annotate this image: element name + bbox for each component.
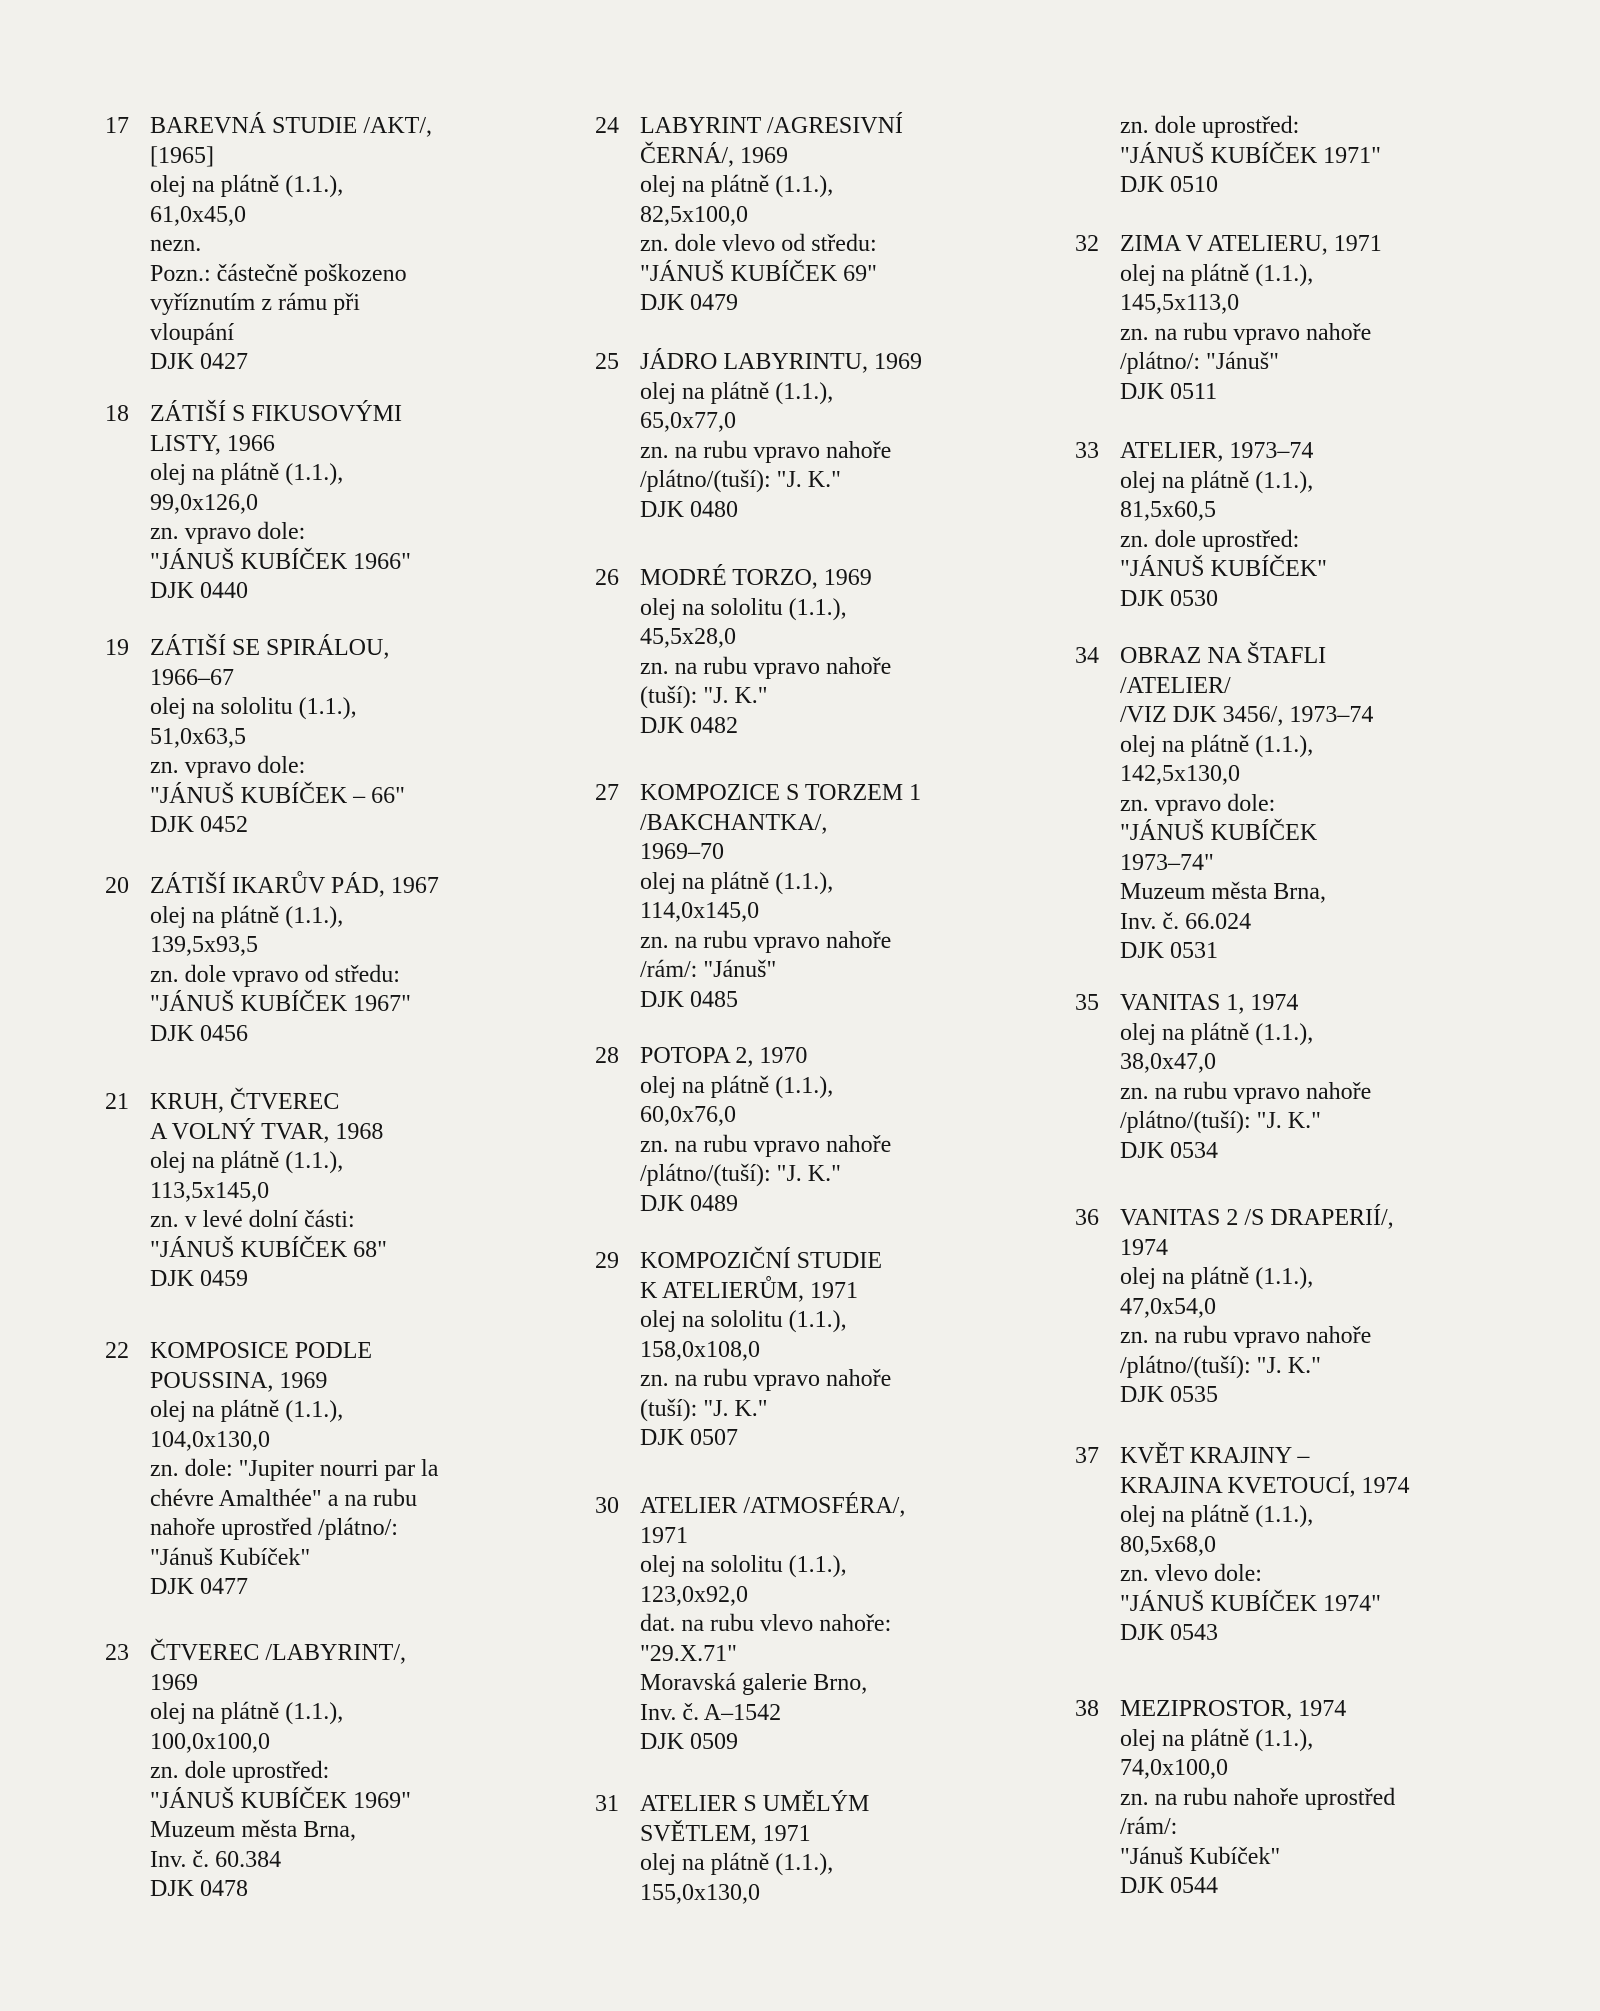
entry-body: [150, 112, 525, 378]
entry-signature: "JÁNUŠ KUBÍČEK 1967": [150, 991, 411, 1017]
entry-signature: (tuší): "J. K.": [640, 1395, 768, 1422]
entry-title: ZÁTIŠÍ IKARŮV PÁD, 1967: [150, 873, 439, 899]
entry-number: 35: [1075, 990, 1099, 1016]
catalogue-entry: [595, 1247, 1025, 1454]
entry-body: [640, 1790, 1025, 1908]
entry-title: OBRAZ NA ŠTAFLI: [1120, 643, 1327, 669]
entry-number: 31: [595, 1791, 619, 1817]
entry-number: 20: [105, 873, 129, 899]
entry-catalogue-id: DJK 0511: [1120, 378, 1218, 405]
entry-line: zn. dole vlevo od středu:: [640, 231, 877, 257]
entry-signature: "JÁNUŠ KUBÍČEK": [1120, 556, 1327, 582]
entry-title: MODRÉ TORZO, 1969: [640, 565, 872, 591]
entry-medium: olej na plátně (1.1.),: [1120, 467, 1314, 494]
entry-dimensions: 104,0x130,0: [150, 1426, 270, 1453]
entry-medium: olej na plátně (1.1.),: [150, 1397, 344, 1423]
entry-medium: olej na plátně (1.1.),: [150, 1699, 344, 1725]
entry-medium: olej na plátně (1.1.),: [150, 172, 344, 198]
entry-line: zn. vpravo dole:: [150, 753, 306, 779]
entry-line: 1969: [150, 1669, 198, 1696]
entry-signature: "JÁNUŠ KUBÍČEK 1974": [1120, 1590, 1381, 1617]
entry-signature: /plátno/(tuší): "J. K.": [640, 467, 841, 493]
entry-body: [640, 779, 1025, 1015]
entry-catalogue-id: DJK 0459: [150, 1266, 249, 1292]
catalogue-entry: [595, 564, 1025, 741]
entry-catalogue-id: DJK 0477: [150, 1574, 249, 1600]
entry-catalogue-id: DJK 0534: [1120, 1137, 1219, 1164]
entry-dimensions: 60,0x76,0: [640, 1102, 736, 1128]
entry-inventory: Inv. č. 66.024: [1120, 908, 1252, 935]
catalogue-entry: [1075, 1695, 1485, 1902]
entry-medium: olej na plátně (1.1.),: [1120, 1725, 1314, 1752]
entry-line: A VOLNÝ TVAR, 1968: [150, 1118, 384, 1145]
entry-title: BAREVNÁ STUDIE /AKT/,: [150, 113, 432, 139]
entry-medium: olej na plátně (1.1.),: [640, 868, 834, 895]
entry-number: 27: [595, 780, 619, 806]
catalogue-entry: [105, 872, 525, 1049]
entry-dimensions: 51,0x63,5: [150, 723, 246, 750]
entry-catalogue-id: DJK 0440: [150, 578, 249, 604]
entry-line: 1966–67: [150, 664, 234, 691]
entry-medium: olej na plátně (1.1.),: [640, 1072, 834, 1099]
entry-number: 25: [595, 349, 619, 375]
catalogue-entry: [1075, 1204, 1485, 1411]
entry-signature: /plátno/: "Jánuš": [1120, 349, 1279, 375]
entry-title: KRUH, ČTVEREC: [150, 1089, 340, 1115]
catalogue-entry: [595, 779, 1025, 1015]
entry-dimensions: 80,5x68,0: [1120, 1531, 1216, 1558]
entry-dimensions: 99,0x126,0: [150, 489, 258, 516]
entry-dimensions: 142,5x130,0: [1120, 761, 1240, 787]
entry-dimensions: 82,5x100,0: [640, 201, 748, 228]
entry-catalogue-id: DJK 0478: [150, 1876, 249, 1902]
entry-line: /rám/:: [1120, 1814, 1178, 1840]
entry-body: [1120, 1204, 1485, 1411]
entry-number: 26: [595, 565, 619, 591]
entry-line: KRAJINA KVETOUCÍ, 1974: [1120, 1472, 1410, 1499]
entry-medium: olej na plátně (1.1.),: [1120, 1264, 1314, 1290]
entry-number: 37: [1075, 1443, 1099, 1469]
entry-medium: olej na sololitu (1.1.),: [640, 1307, 847, 1333]
entry-number: 38: [1075, 1696, 1099, 1722]
entry-body: [150, 634, 525, 841]
entry-line: zn. na rubu vpravo nahoře: [640, 927, 892, 954]
entry-dimensions: 45,5x28,0: [640, 624, 736, 650]
entry-line: zn. na rubu vpravo nahoře: [640, 1366, 892, 1392]
entry-line: zn. vpravo dole:: [150, 519, 306, 545]
entry-medium: olej na plátně (1.1.),: [1120, 1502, 1314, 1528]
entry-body: [1120, 1442, 1485, 1649]
entry-line: /BAKCHANTKA/,: [640, 809, 828, 836]
entry-line: K ATELIERŮM, 1971: [640, 1277, 858, 1304]
entry-line: zn. na rubu vpravo nahoře: [640, 437, 892, 464]
entry-body: [640, 564, 1025, 741]
entry-line: zn. v levé dolní části:: [150, 1207, 355, 1233]
catalogue-entry: [595, 1042, 1025, 1219]
entry-number: 29: [595, 1248, 619, 1274]
entry-collection: Muzeum města Brna,: [150, 1817, 356, 1843]
entry-line: zn. dole uprostřed:: [150, 1758, 330, 1784]
entry-body: [1120, 112, 1485, 201]
entry-title: POTOPA 2, 1970: [640, 1043, 808, 1069]
catalogue-entry: [595, 1790, 1025, 1908]
entry-line: chévre Amalthée" a na rubu: [150, 1485, 418, 1512]
entry-medium: olej na sololitu (1.1.),: [640, 594, 847, 621]
entry-body: [1120, 1695, 1485, 1902]
entry-signature: /plátno/(tuší): "J. K.": [1120, 1108, 1321, 1134]
catalogue-entry: [105, 112, 525, 378]
entry-line: zn. dole uprostřed:: [1120, 113, 1300, 139]
entry-catalogue-id: DJK 0427: [150, 349, 249, 375]
entry-inventory: Inv. č. 60.384: [150, 1846, 282, 1873]
entry-line: zn. na rubu nahoře uprostřed: [1120, 1784, 1396, 1811]
entry-line: zn. dole: "Jupiter nourri par la: [150, 1456, 439, 1482]
entry-signature: "JÁNUŠ KUBÍČEK 1969": [150, 1787, 411, 1814]
entry-catalogue-id: DJK 0479: [640, 290, 739, 316]
entry-medium: olej na plátně (1.1.),: [1120, 260, 1314, 287]
entry-body: [1120, 230, 1485, 407]
entry-line: zn. na rubu vpravo nahoře: [1120, 1078, 1372, 1105]
entry-medium: olej na plátně (1.1.),: [150, 1148, 344, 1174]
catalogue-entry: [595, 348, 1025, 525]
entry-catalogue-id: DJK 0535: [1120, 1382, 1219, 1408]
entry-signature: /plátno/(tuší): "J. K.": [1120, 1352, 1321, 1379]
entry-dimensions: 113,5x145,0: [150, 1177, 270, 1204]
entry-title: ZIMA V ATELIERU, 1971: [1120, 231, 1382, 257]
catalogue-entry: [1075, 989, 1485, 1166]
entry-catalogue-id: DJK 0489: [640, 1190, 739, 1217]
entry-number: 33: [1075, 438, 1099, 464]
entry-number-spacer: [1075, 112, 1120, 201]
entry-body: [640, 1492, 1025, 1758]
entry-title: KOMPOZIČNÍ STUDIE: [640, 1248, 882, 1274]
catalogue-entry: [1075, 1442, 1485, 1649]
entry-line: dat. na rubu vlevo nahoře:: [640, 1611, 892, 1637]
entry-number: 18: [105, 401, 129, 427]
entry-signature: "JÁNUŠ KUBÍČEK 68": [150, 1236, 387, 1263]
entry-line: zn. dole vpravo od středu:: [150, 961, 400, 988]
entry-signature: /plátno/(tuší): "J. K.": [640, 1161, 841, 1187]
catalogue-entry: [105, 634, 525, 841]
entry-title: LABYRINT /AGRESIVNÍ: [640, 113, 903, 139]
catalogue-entry: [105, 1088, 525, 1295]
entry-title: VANITAS 2 /S DRAPERIÍ/,: [1120, 1205, 1394, 1231]
entry-title: ATELIER, 1973–74: [1120, 438, 1314, 464]
entry-catalogue-id: DJK 0507: [640, 1425, 739, 1451]
entry-medium: olej na plátně (1.1.),: [640, 172, 834, 198]
entry-line: 1969–70: [640, 839, 724, 865]
entry-body: [150, 872, 525, 1049]
entry-catalogue-id: DJK 0456: [150, 1020, 249, 1047]
entry-medium: olej na plátně (1.1.),: [640, 1850, 834, 1876]
entry-body: [1120, 642, 1485, 967]
entry-signature: "Jánuš Kubíček": [1120, 1843, 1281, 1870]
entry-line: 1971: [640, 1522, 688, 1549]
entry-medium: olej na sololitu (1.1.),: [640, 1552, 847, 1578]
entry-title: MEZIPROSTOR, 1974: [1120, 1696, 1347, 1722]
entry-dimensions: 114,0x145,0: [640, 898, 760, 924]
entry-line: /ATELIER/: [1120, 672, 1231, 699]
catalogue-entry: [105, 400, 525, 607]
entry-line: Pozn.: částečně poškozeno: [150, 260, 407, 287]
entry-body: [1120, 437, 1485, 614]
entry-dimensions: 139,5x93,5: [150, 932, 258, 958]
entry-title: ZÁTIŠÍ SE SPIRÁLOU,: [150, 635, 390, 661]
entry-catalogue-id: DJK 0452: [150, 812, 249, 838]
entry-line: nahoře uprostřed /plátno/:: [150, 1515, 398, 1541]
entry-number: 22: [105, 1338, 129, 1364]
entry-catalogue-id: DJK 0531: [1120, 938, 1219, 964]
entry-body: [150, 1639, 525, 1905]
entry-number: 19: [105, 635, 129, 661]
entry-medium: olej na plátně (1.1.),: [150, 902, 344, 929]
entry-dimensions: 74,0x100,0: [1120, 1755, 1228, 1781]
entry-catalogue-id: DJK 0509: [640, 1729, 739, 1755]
entry-number: 21: [105, 1089, 129, 1115]
catalogue-entry: [105, 1639, 525, 1905]
catalogue-entry: [1075, 230, 1485, 407]
entry-line: 1974: [1120, 1234, 1168, 1261]
entry-number: 36: [1075, 1205, 1099, 1231]
entry-line: POUSSINA, 1969: [150, 1367, 328, 1394]
entry-signature: "JÁNUŠ KUBÍČEK 69": [640, 260, 877, 287]
entry-signature: (tuší): "J. K.": [640, 683, 768, 709]
entry-dimensions: 38,0x47,0: [1120, 1049, 1216, 1075]
entry-catalogue-id: DJK 0544: [1120, 1873, 1219, 1899]
entry-number: 32: [1075, 231, 1099, 257]
entry-dimensions: 47,0x54,0: [1120, 1293, 1216, 1320]
entry-number: 17: [105, 113, 129, 139]
entry-number: 30: [595, 1493, 619, 1519]
entry-line: vloupání: [150, 319, 234, 346]
entry-medium: olej na plátně (1.1.),: [150, 460, 344, 486]
entry-dimensions: 145,5x113,0: [1120, 290, 1240, 316]
entry-line: [1965]: [150, 142, 214, 169]
entry-title: ATELIER S UMĚLÝM: [640, 1791, 870, 1817]
entry-dimensions: 61,0x45,0: [150, 201, 246, 228]
entry-line: zn. vpravo dole:: [1120, 790, 1276, 817]
entry-signature: "JÁNUŠ KUBÍČEK 1966": [150, 548, 411, 575]
entry-signature: "JÁNUŠ KUBÍČEK – 66": [150, 782, 405, 809]
entry-dimensions: 155,0x130,0: [640, 1879, 760, 1906]
entry-line: zn. na rubu vpravo nahoře: [640, 653, 892, 680]
entry-title: ČTVEREC /LABYRINT/,: [150, 1640, 406, 1666]
entry-title: KOMPOSICE PODLE: [150, 1338, 373, 1364]
entry-body: [640, 1042, 1025, 1219]
entry-line: LISTY, 1966: [150, 430, 275, 457]
entry-catalogue-id: DJK 0543: [1120, 1620, 1219, 1646]
entry-dimensions: 100,0x100,0: [150, 1728, 270, 1755]
entry-number: 23: [105, 1640, 129, 1666]
entry-line: nezn.: [150, 231, 202, 257]
catalogue-entry: [1075, 642, 1485, 967]
entry-number: 34: [1075, 643, 1099, 669]
entry-catalogue-id: DJK 0482: [640, 712, 739, 739]
entry-line: vyříznutím z rámu při: [150, 290, 360, 316]
entry-number: 28: [595, 1043, 619, 1069]
entry-title: ATELIER /ATMOSFÉRA/,: [640, 1493, 906, 1519]
entry-body: [640, 348, 1025, 525]
entry-dimensions: 123,0x92,0: [640, 1581, 748, 1608]
entry-line: ČERNÁ/, 1969: [640, 142, 789, 169]
catalogue-entry: [1075, 437, 1485, 614]
entry-line: SVĚTLEM, 1971: [640, 1820, 811, 1847]
entry-line: zn. vlevo dole:: [1120, 1561, 1262, 1587]
entry-catalogue-id: DJK 0485: [640, 986, 739, 1013]
entry-date: "29.X.71": [640, 1640, 737, 1667]
entry-body: [640, 112, 1025, 319]
entry-title: KVĚT KRAJINY –: [1120, 1443, 1310, 1469]
entry-line: /VIZ DJK 3456/, 1973–74: [1120, 702, 1374, 728]
entry-collection: Muzeum města Brna,: [1120, 879, 1326, 905]
catalogue-entry: [105, 1337, 525, 1603]
entry-body: [150, 1337, 525, 1603]
entry-signature: /rám/: "Jánuš": [640, 957, 777, 983]
entry-medium: olej na sololitu (1.1.),: [150, 694, 357, 720]
entry-title: ZÁTIŠÍ S FIKUSOVÝMI: [150, 401, 403, 427]
entry-line: zn. dole uprostřed:: [1120, 526, 1300, 553]
catalogue-entry: [595, 1492, 1025, 1758]
entry-medium: olej na plátně (1.1.),: [1120, 731, 1314, 758]
entry-signature: "JÁNUŠ KUBÍČEK 1971": [1120, 142, 1381, 169]
entry-signature: 1973–74": [1120, 849, 1214, 876]
entry-line: zn. na rubu vpravo nahoře: [1120, 319, 1372, 346]
entry-dimensions: 158,0x108,0: [640, 1336, 760, 1363]
entry-body: [150, 400, 525, 607]
catalogue-entry-continuation: [1075, 112, 1485, 201]
catalogue-entry: [595, 112, 1025, 319]
entry-body: [1120, 989, 1485, 1166]
entry-title: KOMPOZICE S TORZEM 1: [640, 780, 922, 806]
entry-medium: olej na plátně (1.1.),: [640, 378, 834, 405]
entry-dimensions: 81,5x60,5: [1120, 497, 1216, 523]
entry-line: zn. na rubu vpravo nahoře: [640, 1131, 892, 1158]
entry-dimensions: 65,0x77,0: [640, 408, 736, 434]
entry-catalogue-id: DJK 0480: [640, 496, 739, 523]
entry-medium: olej na plátně (1.1.),: [1120, 1019, 1314, 1046]
entry-signature: "JÁNUŠ KUBÍČEK: [1120, 820, 1318, 846]
entry-line: zn. na rubu vpravo nahoře: [1120, 1323, 1372, 1349]
entry-catalogue-id: DJK 0510: [1120, 172, 1219, 198]
entry-signature: "Jánuš Kubíček": [150, 1544, 311, 1571]
entry-title: VANITAS 1, 1974: [1120, 990, 1299, 1016]
entry-number: 24: [595, 113, 619, 139]
entry-title: JÁDRO LABYRINTU, 1969: [640, 349, 922, 375]
entry-body: [150, 1088, 525, 1295]
entry-collection: Moravská galerie Brno,: [640, 1670, 868, 1696]
entry-body: [640, 1247, 1025, 1454]
entry-inventory: Inv. č. A–1542: [640, 1699, 782, 1726]
entry-catalogue-id: DJK 0530: [1120, 585, 1219, 612]
